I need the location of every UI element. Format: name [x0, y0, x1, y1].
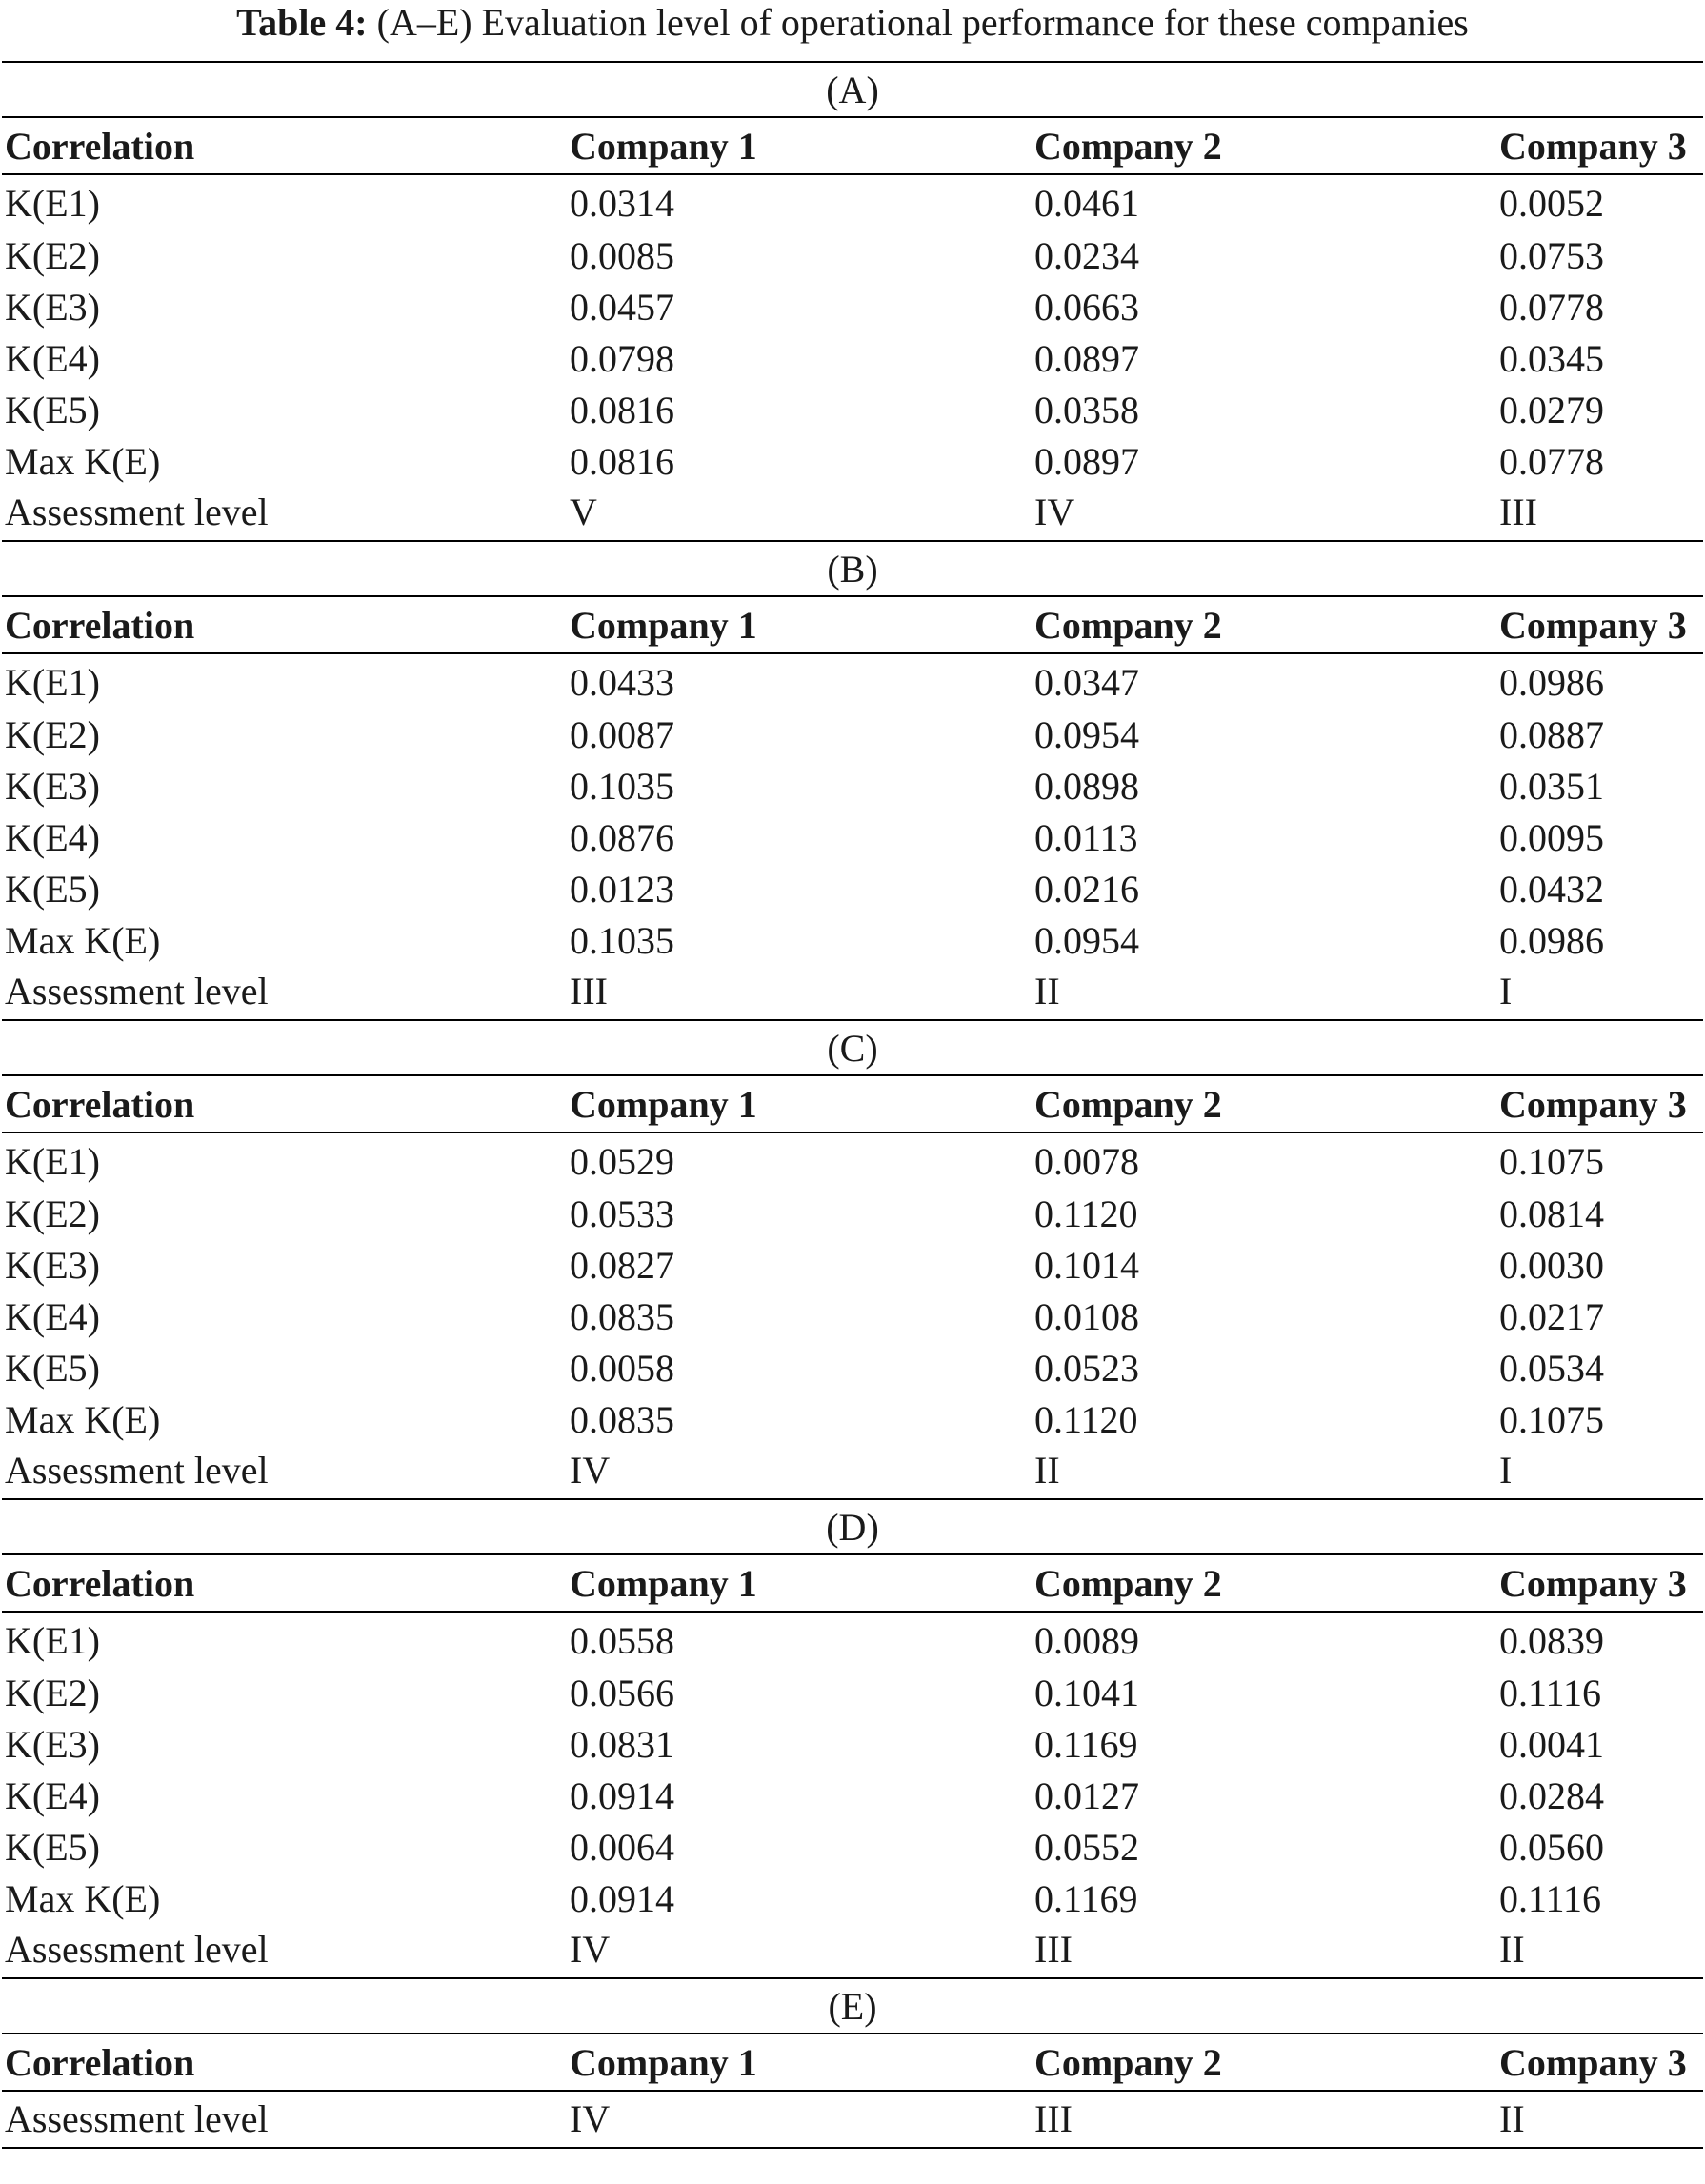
table-cell: 0.0432: [1499, 868, 1604, 911]
table-cell: 0.1116: [1499, 1672, 1602, 1714]
table-cell: 0.1014: [1034, 1244, 1139, 1287]
table-cell: 0.1035: [570, 765, 674, 808]
table-cell: 0.1120: [1034, 1398, 1138, 1441]
row-label: K(E1): [5, 661, 100, 704]
column-header: Company 3: [1499, 1083, 1687, 1126]
table-caption-text: (A–E) Evaluation level of operational performance for these companies: [376, 1, 1469, 44]
table-cell: 0.0816: [570, 389, 674, 431]
table-row: [2, 175, 1703, 230]
table-cell: 0.1035: [570, 919, 674, 962]
row-label: K(E5): [5, 1347, 100, 1390]
table-cell: 0.0778: [1499, 286, 1604, 329]
table-cell: 0.1169: [1034, 1723, 1138, 1766]
table-cell: 0.1116: [1499, 1877, 1602, 1920]
table-cell: 0.0566: [570, 1672, 674, 1714]
table-cell: 0.0835: [570, 1398, 674, 1441]
column-header: Correlation: [5, 2041, 195, 2084]
table-cell: 0.0078: [1034, 1140, 1139, 1183]
table-cell: IV: [570, 1449, 611, 1492]
section-title: (E): [2, 1979, 1703, 2034]
table-cell: 0.0351: [1499, 765, 1604, 808]
row-label: Max K(E): [5, 1877, 161, 1920]
table-cell: IV: [570, 2097, 611, 2140]
table-cell: 0.0314: [570, 182, 674, 225]
row-label: Max K(E): [5, 440, 161, 483]
table-row: [2, 488, 1703, 542]
table-cell: 0.0897: [1034, 440, 1139, 483]
column-header: Company 2: [1034, 1562, 1222, 1605]
row-label: K(E2): [5, 1192, 100, 1235]
table-section-e: [2, 1979, 1703, 2149]
table-cell: 0.0663: [1034, 286, 1139, 329]
table-cell: 0.0041: [1499, 1723, 1604, 1766]
table-cell: IV: [570, 1928, 611, 1971]
table-cell: III: [1034, 2097, 1073, 2140]
table-section-a: [2, 63, 1703, 542]
table-cell: 0.0839: [1499, 1619, 1604, 1662]
row-label: K(E2): [5, 713, 100, 756]
column-header: Company 1: [570, 1083, 757, 1126]
table-row: [2, 1873, 1703, 1925]
row-label: K(E5): [5, 868, 100, 911]
table-cell: IV: [1034, 491, 1075, 533]
table-cell: 0.0876: [570, 816, 674, 859]
column-header: Correlation: [5, 604, 195, 647]
table-cell: 0.0552: [1034, 1826, 1139, 1869]
table-cell: 0.0108: [1034, 1295, 1139, 1338]
row-label: K(E1): [5, 1140, 100, 1183]
table-row: [2, 1133, 1703, 1189]
column-header: Correlation: [5, 1083, 195, 1126]
section-title: (D): [2, 1500, 1703, 1555]
table-cell: 0.0914: [570, 1877, 674, 1920]
column-header: Company 1: [570, 1562, 757, 1605]
table-cell: 0.0534: [1499, 1347, 1604, 1390]
table-cell: 0.0778: [1499, 440, 1604, 483]
table-section-d: [2, 1500, 1703, 1979]
table-row: [2, 1771, 1703, 1822]
table-cell: 0.0798: [570, 337, 674, 380]
table-row: [2, 2092, 1703, 2149]
table-cell: 0.0064: [570, 1826, 674, 1869]
column-header: Correlation: [5, 1562, 195, 1605]
table-row: [2, 1613, 1703, 1668]
table-cell: 0.0127: [1034, 1774, 1139, 1817]
table-row: [2, 385, 1703, 436]
section-title: (C): [2, 1021, 1703, 1076]
table-cell: I: [1499, 1449, 1513, 1492]
table-row: [2, 1446, 1703, 1500]
section-title: (B): [2, 542, 1703, 597]
table-cell: 0.0986: [1499, 661, 1604, 704]
table-cell: 0.0558: [570, 1619, 674, 1662]
table-header-row: [2, 118, 1703, 175]
table-cell: 0.0113: [1034, 816, 1138, 859]
table-row: [2, 1822, 1703, 1873]
table-row: [2, 915, 1703, 967]
table-cell: 0.0897: [1034, 337, 1139, 380]
row-label: K(E4): [5, 337, 100, 380]
table-row: [2, 1394, 1703, 1446]
table-cell: 0.0058: [570, 1347, 674, 1390]
row-label: Assessment level: [5, 491, 269, 533]
table-row: [2, 1719, 1703, 1771]
table-cell: 0.0816: [570, 440, 674, 483]
table-cell: III: [1499, 491, 1537, 533]
row-label: K(E4): [5, 816, 100, 859]
table-cell: 0.0533: [570, 1192, 674, 1235]
column-header: Company 3: [1499, 1562, 1687, 1605]
column-header: Company 2: [1034, 125, 1222, 168]
column-header: Company 1: [570, 604, 757, 647]
table-row: [2, 230, 1703, 282]
table-header-row: [2, 2034, 1703, 2092]
table-cell: 0.1075: [1499, 1140, 1604, 1183]
table-cell: 0.1169: [1034, 1877, 1138, 1920]
table-cell: 0.0345: [1499, 337, 1604, 380]
table-cell: II: [1499, 1928, 1525, 1971]
table-cell: III: [570, 970, 608, 1012]
table-cell: 0.0089: [1034, 1619, 1139, 1662]
row-label: K(E1): [5, 182, 100, 225]
table-cell: 0.0095: [1499, 816, 1604, 859]
column-header: Company 1: [570, 125, 757, 168]
table-row: [2, 654, 1703, 710]
table-cell: 0.0030: [1499, 1244, 1604, 1287]
row-label: K(E5): [5, 1826, 100, 1869]
table-cell: 0.0954: [1034, 919, 1139, 962]
row-label: K(E1): [5, 1619, 100, 1662]
row-label: K(E5): [5, 389, 100, 431]
table-cell: 0.0217: [1499, 1295, 1604, 1338]
row-label: K(E3): [5, 765, 100, 808]
column-header: Correlation: [5, 125, 195, 168]
table-cell: 0.0914: [570, 1774, 674, 1817]
table-cell: 0.0457: [570, 286, 674, 329]
table-cell: 0.0560: [1499, 1826, 1604, 1869]
row-label: Assessment level: [5, 970, 269, 1012]
table-cell: 0.0123: [570, 868, 674, 911]
row-label: K(E3): [5, 1723, 100, 1766]
table-cell: 0.0954: [1034, 713, 1139, 756]
table-cell: 0.0358: [1034, 389, 1139, 431]
table-header-row: [2, 597, 1703, 654]
table-cell: II: [1499, 2097, 1525, 2140]
table-cell: 0.0085: [570, 234, 674, 277]
column-header: Company 2: [1034, 2041, 1222, 2084]
table-cell: 0.0523: [1034, 1347, 1139, 1390]
table-header-row: [2, 1555, 1703, 1613]
row-label: K(E3): [5, 1244, 100, 1287]
table-cell: III: [1034, 1928, 1073, 1971]
table-section-b: [2, 542, 1703, 1021]
column-header: Company 1: [570, 2041, 757, 2084]
table-cell: 0.0529: [570, 1140, 674, 1183]
row-label: Assessment level: [5, 2097, 269, 2140]
row-label: K(E3): [5, 286, 100, 329]
table-cell: 0.0433: [570, 661, 674, 704]
table-cell: 0.0284: [1499, 1774, 1604, 1817]
table-row: [2, 761, 1703, 812]
row-label: K(E4): [5, 1295, 100, 1338]
table-row: [2, 1925, 1703, 1979]
table-row: [2, 333, 1703, 385]
table-cell: V: [570, 491, 597, 533]
table-cell: 0.0087: [570, 713, 674, 756]
table-cell: 0.0461: [1034, 182, 1139, 225]
column-header: Company 3: [1499, 604, 1687, 647]
row-label: Max K(E): [5, 1398, 161, 1441]
table-cell: 0.0814: [1499, 1192, 1604, 1235]
row-label: K(E2): [5, 234, 100, 277]
table-cell: I: [1499, 970, 1513, 1012]
row-label: K(E2): [5, 1672, 100, 1714]
column-header: Company 2: [1034, 1083, 1222, 1126]
table-row: [2, 1668, 1703, 1719]
table-cell: 0.0835: [570, 1295, 674, 1338]
table-cell: 0.0831: [570, 1723, 674, 1766]
table-cell: II: [1034, 1449, 1060, 1492]
table-cell: 0.0986: [1499, 919, 1604, 962]
table-row: [2, 436, 1703, 488]
table-row: [2, 1343, 1703, 1394]
table-cell: 0.0753: [1499, 234, 1604, 277]
table-cell: II: [1034, 970, 1060, 1012]
table-row: [2, 710, 1703, 761]
column-header: Company 2: [1034, 604, 1222, 647]
table-header-row: [2, 1076, 1703, 1133]
table-row: [2, 812, 1703, 864]
row-label: Assessment level: [5, 1449, 269, 1492]
column-header: Company 3: [1499, 125, 1687, 168]
table-cell: 0.0234: [1034, 234, 1139, 277]
column-header: Company 3: [1499, 2041, 1687, 2084]
table-cell: 0.1041: [1034, 1672, 1139, 1714]
table-row: [2, 282, 1703, 333]
table-row: [2, 1292, 1703, 1343]
table-section-c: [2, 1021, 1703, 1500]
row-label: K(E4): [5, 1774, 100, 1817]
table-row: [2, 1189, 1703, 1240]
table-cell: 0.0898: [1034, 765, 1139, 808]
table-row: [2, 864, 1703, 915]
row-label: Max K(E): [5, 919, 161, 962]
table-caption-label: Table 4:: [236, 1, 368, 44]
table-row: [2, 1240, 1703, 1292]
table-cell: 0.1120: [1034, 1192, 1138, 1235]
table-cell: 0.0827: [570, 1244, 674, 1287]
evaluation-table: [2, 61, 1703, 2149]
table-cell: 0.0887: [1499, 713, 1604, 756]
table-cell: 0.0347: [1034, 661, 1139, 704]
table-cell: 0.1075: [1499, 1398, 1604, 1441]
table-cell: 0.0052: [1499, 182, 1604, 225]
table-caption: [2, 0, 1703, 61]
table-cell: 0.0279: [1499, 389, 1604, 431]
table-cell: 0.0216: [1034, 868, 1139, 911]
table-row: [2, 967, 1703, 1021]
section-title: (A): [2, 63, 1703, 118]
row-label: Assessment level: [5, 1928, 269, 1971]
